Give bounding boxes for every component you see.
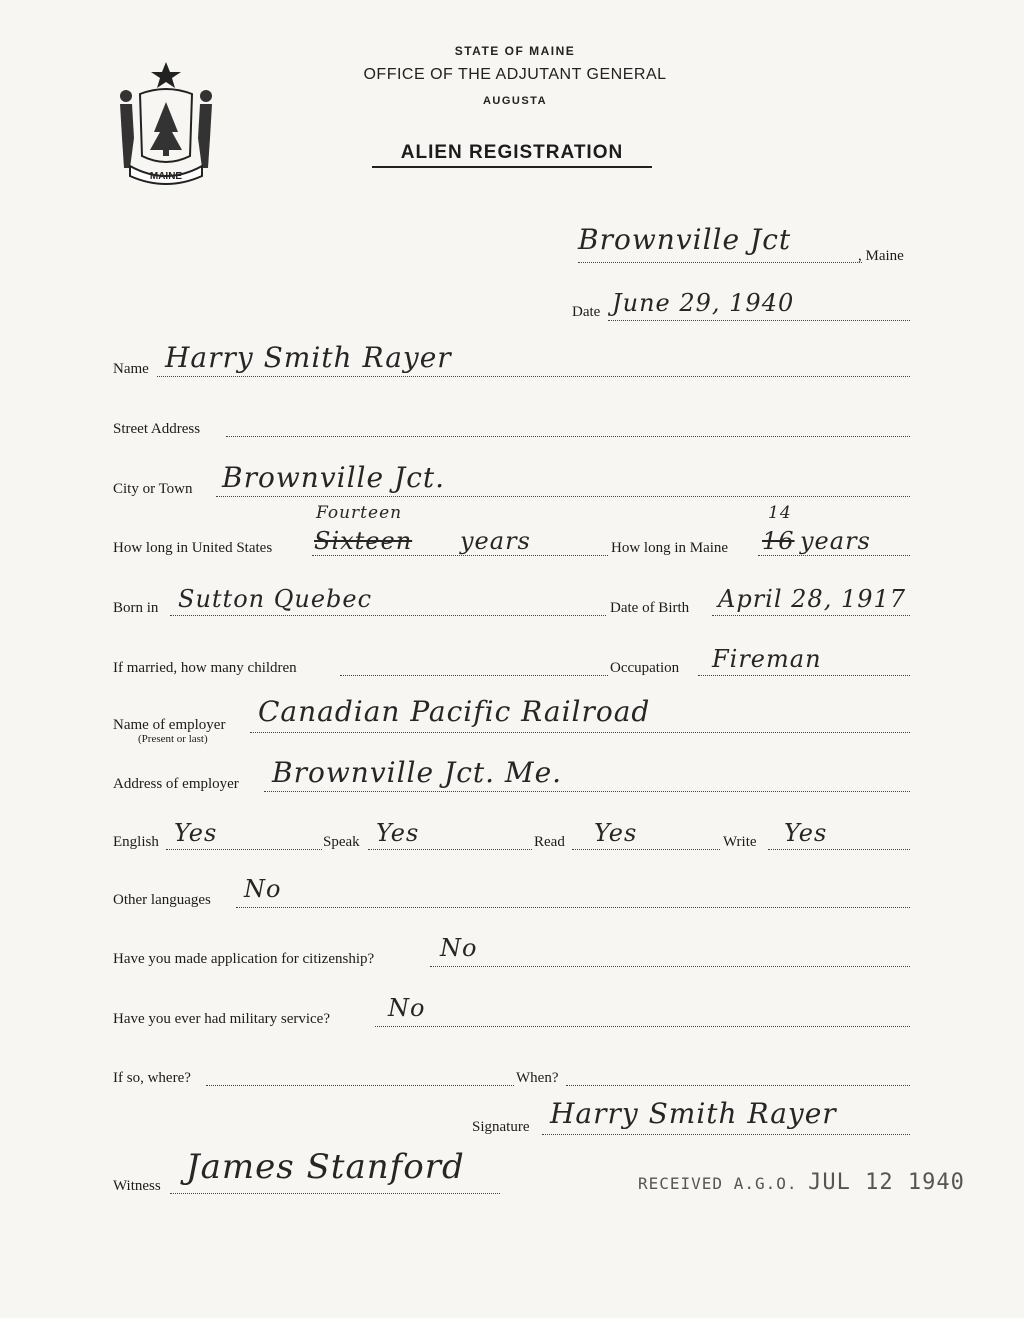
city-label: City or Town	[113, 481, 193, 497]
military-value: No	[388, 994, 426, 1022]
us-value-unit: years	[460, 527, 531, 555]
maine-value-correction: 14	[768, 503, 792, 523]
maine-value-struck: 16	[762, 527, 795, 555]
read-value: Yes	[594, 819, 638, 847]
maine-state-seal-icon	[110, 58, 222, 190]
where-label: If so, where?	[113, 1070, 191, 1086]
employer-label: Name of employer	[113, 717, 226, 733]
employer-value: Canadian Pacific Railroad	[258, 695, 651, 728]
us-value-correction: Fourteen	[316, 503, 403, 523]
place-suffix: , Maine	[858, 248, 904, 264]
speak-value: Yes	[376, 819, 420, 847]
employer-address-label: Address of employer	[113, 776, 239, 792]
received-stamp	[638, 1170, 965, 1195]
us-value-struck: Sixteen	[314, 527, 413, 555]
city-value: Brownville Jct.	[222, 461, 446, 494]
received-stamp-text: RECEIVED A.G.O.	[638, 1174, 798, 1193]
maine-label: How long in Maine	[611, 540, 729, 556]
header-city: AUGUSTA	[482, 95, 548, 107]
street-label: Street Address	[113, 421, 201, 437]
name-label: Name	[113, 361, 149, 377]
citizenship-value: No	[440, 934, 478, 962]
english-value: Yes	[174, 819, 218, 847]
occupation-value: Fireman	[712, 645, 822, 673]
occupation-label: Occupation	[610, 660, 680, 676]
dob-value: April 28, 1917	[718, 585, 907, 613]
read-label: Read	[534, 834, 565, 850]
dob-label: Date of Birth	[610, 600, 690, 616]
speak-label: Speak	[323, 834, 360, 850]
employer-sub-label: (Present or last)	[138, 733, 208, 745]
header-state: STATE OF MAINE	[454, 44, 576, 58]
place-value: Brownville Jct	[578, 223, 792, 256]
received-stamp-date: JUL 12 1940	[808, 1170, 965, 1195]
witness-label: Witness	[113, 1178, 161, 1194]
english-label: English	[113, 834, 159, 850]
born-label: Born in	[113, 600, 159, 616]
date-label: Date	[572, 304, 601, 320]
maine-value-unit: years	[800, 527, 871, 555]
citizenship-label: Have you made application for citizenship?	[113, 951, 375, 967]
write-value: Yes	[784, 819, 828, 847]
signature-value: Harry Smith Rayer	[550, 1097, 837, 1130]
signature-label: Signature	[472, 1119, 530, 1135]
seal-label: MAINE	[149, 171, 183, 182]
name-value: Harry Smith Rayer	[165, 341, 452, 374]
employer-address-value: Brownville Jct. Me.	[272, 756, 563, 789]
header-office: OFFICE OF THE ADJUTANT GENERAL	[363, 66, 667, 83]
write-label: Write	[723, 834, 757, 850]
when-label: When?	[516, 1070, 559, 1086]
other-languages-value: No	[244, 875, 282, 903]
born-value: Sutton Quebec	[178, 585, 373, 613]
children-label: If married, how many children	[113, 660, 297, 676]
form-title: ALIEN REGISTRATION	[372, 142, 652, 168]
witness-value: James Stanford	[186, 1147, 465, 1187]
date-value: June 29, 1940	[612, 289, 795, 317]
military-label: Have you ever had military service?	[113, 1011, 330, 1027]
other-languages-label: Other languages	[113, 892, 211, 908]
us-label: How long in United States	[113, 540, 273, 556]
